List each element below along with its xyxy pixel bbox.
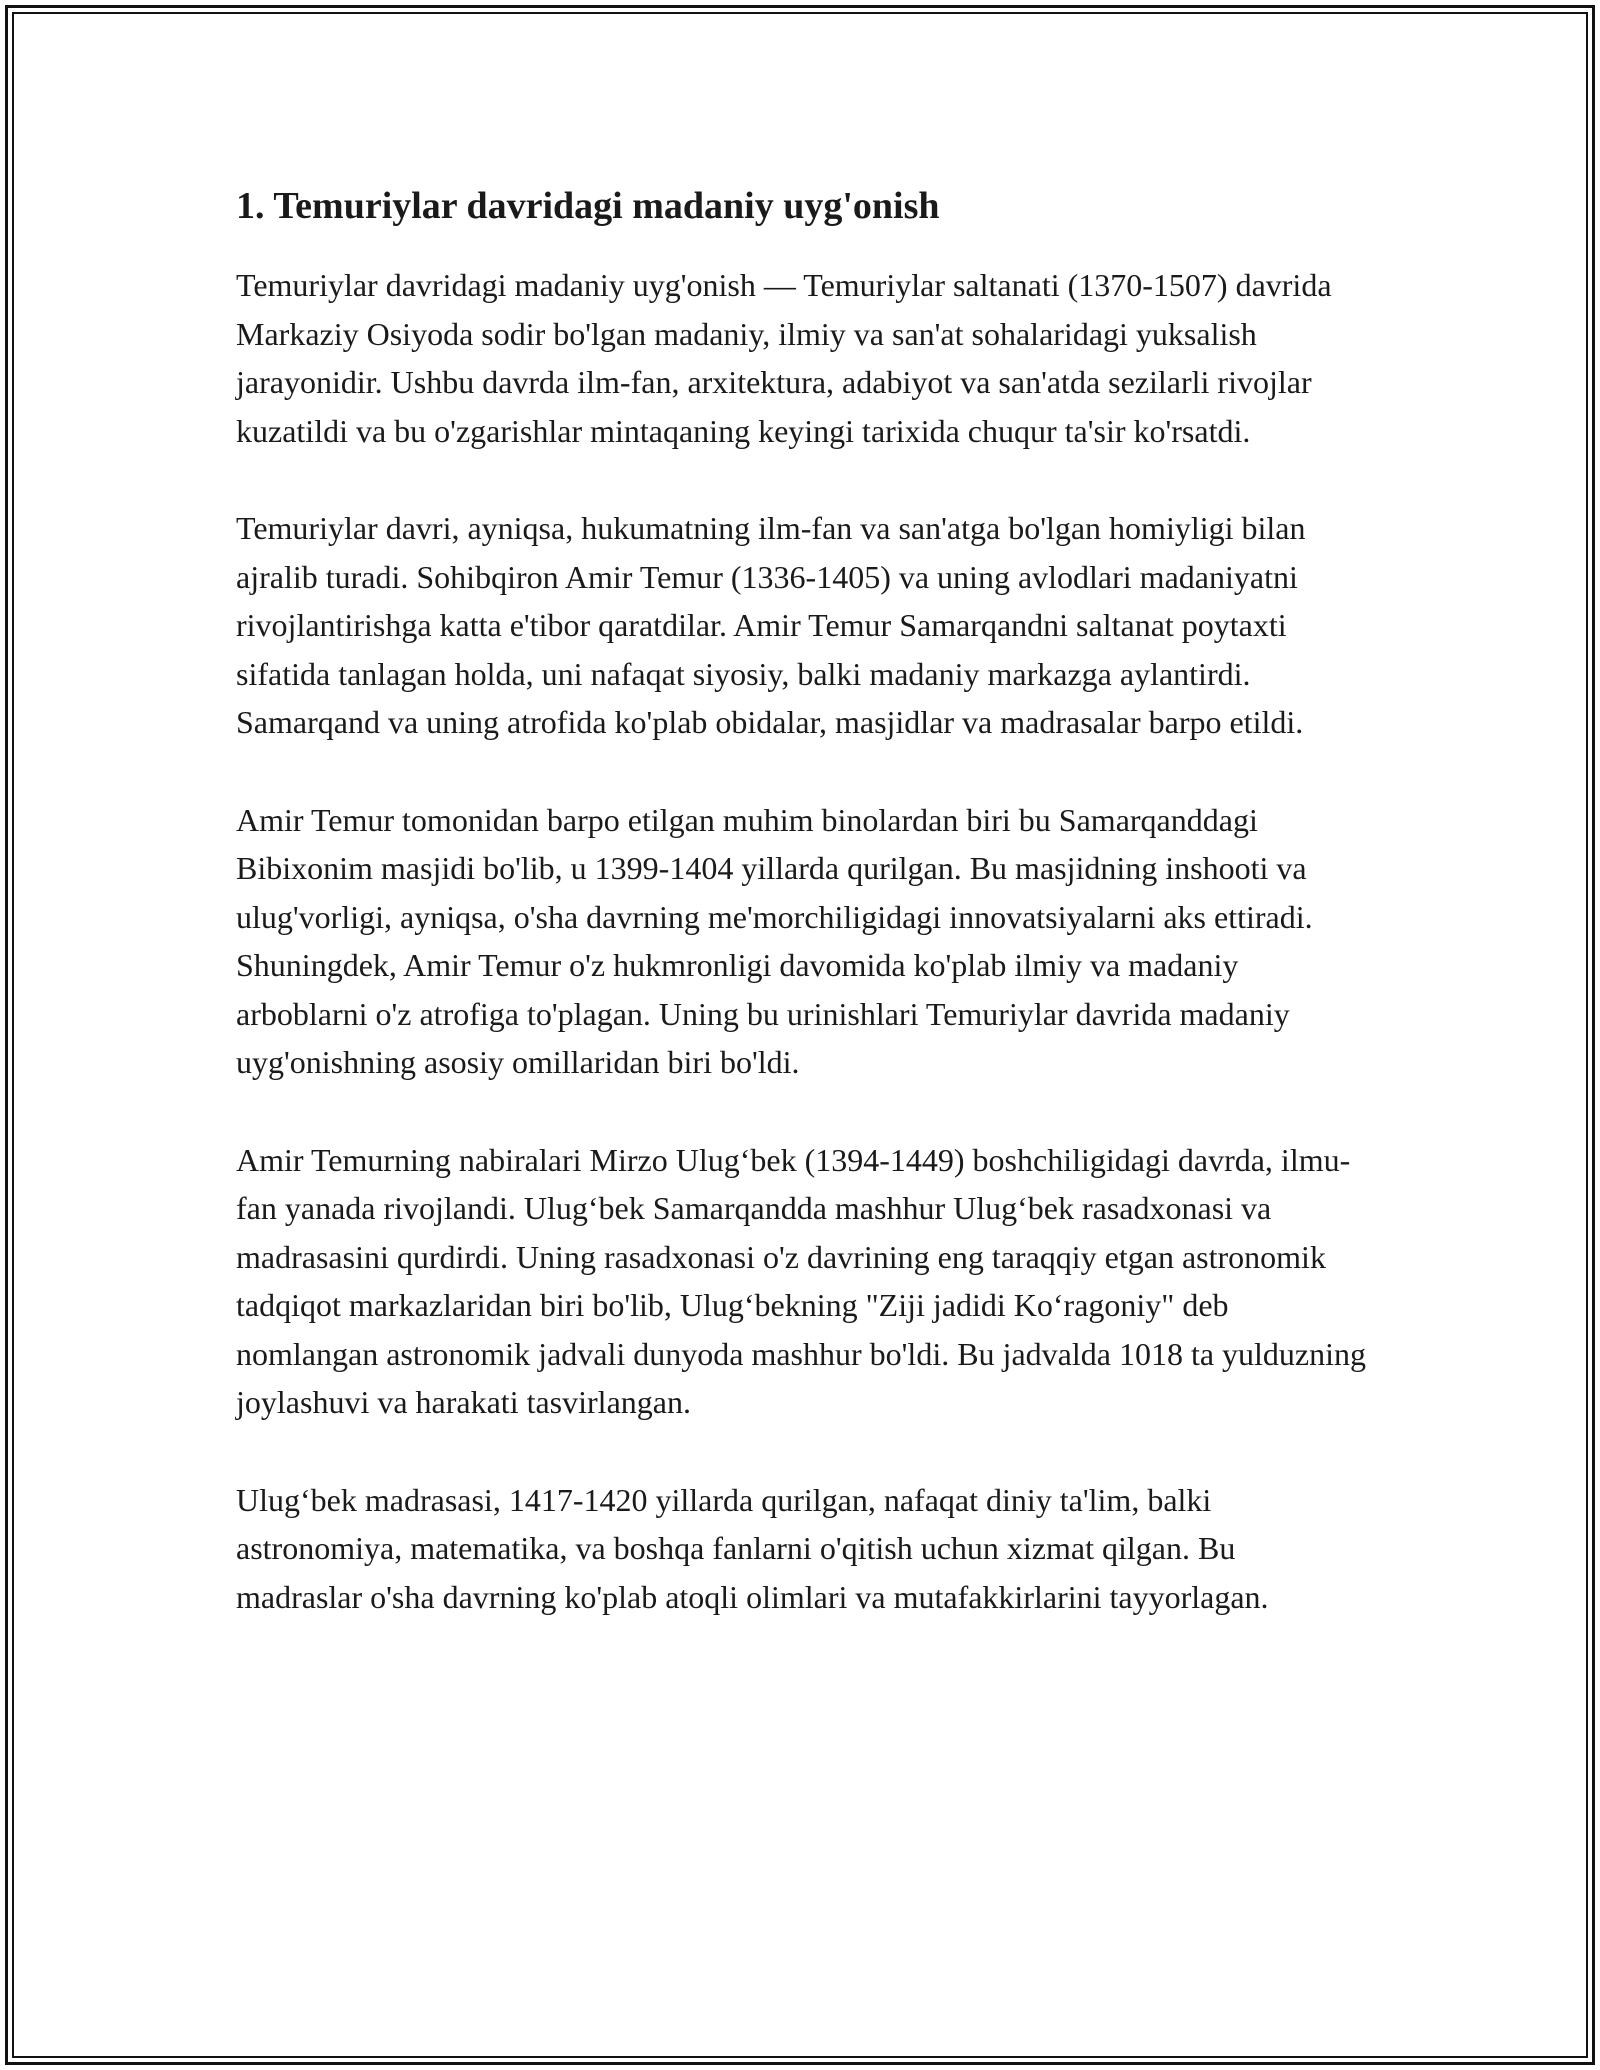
paragraph-patronage: Temuriylar davri, ayniqsa, hukumatning ilm-fan va san'atga bo'lgan homiyligi bilan ajralib turadi. Sohibqiron Amir Temur (1336-1405) va uning avlodlari madaniyatni rivojlantirishga katta e'tibor qaratdilar. Amir Temur Samarqandni saltanat poytaxti sifatida tanlagan holda, uni nafaqat siyosiy, balki madaniy markazga aylantirdi. Samarqand va uning atrofida ko'plab obidalar, masjidlar va madrasalar barpo etildi. xyxy=(236,510,1306,741)
paragraph-ulugbek: Amir Temurning nabiralari Mirzo Ulug‘bek (1394-1449) boshchiligidagi davrda, ilmu-fan yanada rivojlandi. Ulug‘bek Samarqandda mashhur Ulug‘bek rasadxonasi va madrasasini qurdirdi. Uning rasadxonasi o'z davrining eng taraqqiy etgan astronomik tadqiqot markazlaridan biri bo'lib, Ulug‘bekning "Ziji jadidi Ko‘ragoniy" deb nomlangan astronomik jadvali dunyoda mashhur bo'ldi. Bu jadvalda 1018 ta yulduzning joylashuvi va harakati tasvirlangan. xyxy=(236,1141,1367,1421)
paragraph-intro: Temuriylar davridagi madaniy uyg'onish — Temuriylar saltanati (1370-1507) davrida Markaziy Osiyoda sodir bo'lgan madaniy, ilmiy va san'at sohalaridagi yuksalish jarayonidir. Ushbu davrda ilm-fan, arxitektura, adabiyot va san'atda sezilarli rivojlar kuzatildi va bu o'zgarishlar mintaqaning keyingi tarixida chuqur ta'sir ko'rsatdi. xyxy=(236,267,1332,449)
section-heading: 1. Temuriylar davridagi madaniy uyg'onish xyxy=(236,185,940,227)
paragraph-madrasa: Ulug‘bek madrasasi, 1417-1420 yillarda qurilgan, nafaqat diniy ta'lim, balki astronomiya, matematika, va boshqa fanlarni o'qitish uchun xizmat qilgan. Bu madraslar o'sha davrning ko'plab atoqli olimlari va mutafakkirlarini tayyorlagan. xyxy=(236,1481,1269,1615)
paragraph-bibixonim: Amir Temur tomonidan barpo etilgan muhim binolardan biri bu Samarqanddagi Bibixonim masjidi bo'lib, u 1399-1404 yillarda qurilgan. Bu masjidning inshooti va ulug'vorligi, ayniqsa, o'sha davrning me'morchiligidagi innovatsiyalarni aks ettiradi. Shuningdek, Amir Temur o'z hukmronligi davomida ko'plab ilmiy va madaniy arboblarni o'z atrofiga to'plagan. Uning bu urinishlari Temuriylar davrida madaniy uyg'onishning asosiy omillaridan biri bo'ldi. xyxy=(236,801,1313,1081)
document-body xyxy=(236,182,1366,1670)
